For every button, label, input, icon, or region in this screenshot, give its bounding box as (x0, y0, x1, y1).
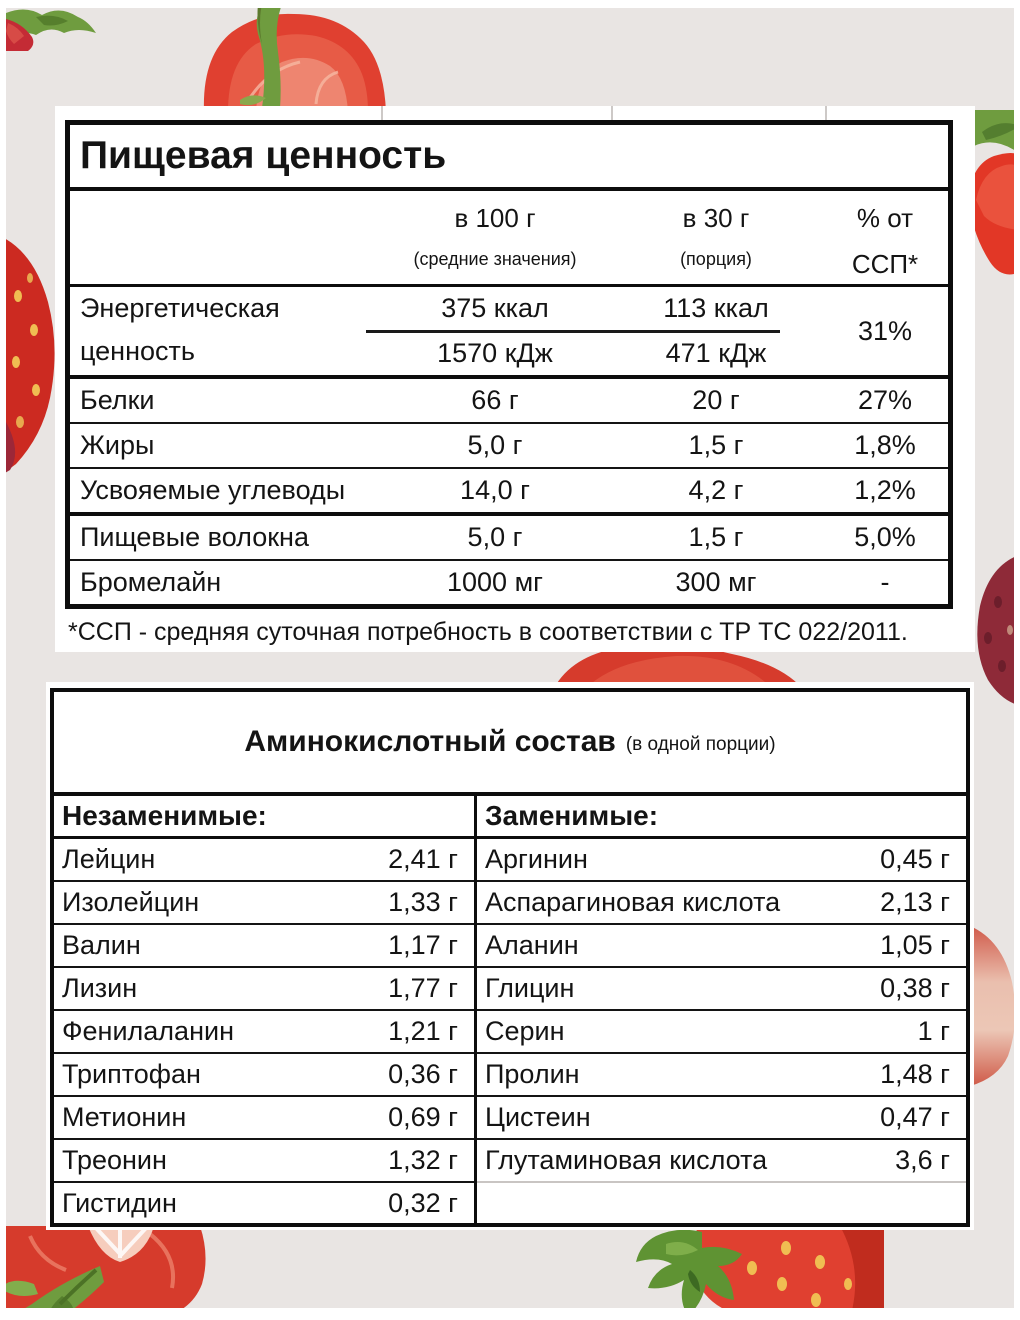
energy-values: 375 ккал 113 ккал 1570 кДж 471 кДж (380, 287, 822, 375)
strawberry-left-middle-icon (6, 226, 58, 480)
table-row: Белки 66 г 20 г 27% (70, 379, 948, 424)
strawberry-bottom-left-icon (6, 1226, 212, 1308)
list-item: Изолейцин 1,33 г (54, 882, 474, 925)
list-item: Цистеин 0,47 г (477, 1097, 966, 1140)
header-pct: % от ССП* (851, 203, 919, 279)
grid-tick (611, 106, 613, 120)
table-row: Усвояемые углеводы 14,0 г 4,2 г 1,2% (70, 469, 948, 516)
strawberry-top-left-icon (6, 8, 96, 51)
list-item: Аланин 1,05 г (477, 925, 966, 968)
list-item: Аргинин 0,45 г (477, 839, 966, 882)
strawberry-right-dark-icon (972, 554, 1014, 706)
grid-tick (825, 106, 827, 120)
list-item: Глицин 0,38 г (477, 968, 966, 1011)
list-item: Треонин 1,32 г (54, 1140, 474, 1183)
grid-tick (381, 106, 383, 120)
nutrition-title: Пищевая ценность (70, 125, 948, 191)
nutrition-header-row (70, 191, 948, 287)
essential-header: Незаменимые: (54, 796, 474, 839)
list-item: Фенилаланин 1,21 г (54, 1011, 474, 1054)
amino-table (50, 688, 970, 1227)
header-empty-cell (70, 191, 380, 284)
page-background (6, 8, 1014, 1308)
nutrition-facts-panel (55, 106, 975, 652)
nonessential-header: Заменимые: (477, 796, 966, 839)
table-row: Бромелайн 1000 мг 300 мг - (80, 567, 890, 597)
table-row: Жиры 5,0 г 1,5 г 1,8% (70, 424, 948, 469)
strawberry-right-pink-icon (970, 920, 1014, 1090)
table-row: Пищевые волокна 5,0 г 1,5 г 5,0% (70, 516, 948, 561)
list-item: Триптофан 0,36 г (54, 1054, 474, 1097)
nutrition-facts-table (65, 120, 953, 609)
energy-name: Энергетическая ценность (80, 293, 280, 366)
energy-row (70, 287, 948, 379)
strawberry-top-center-icon (196, 8, 392, 112)
header-per30: в 30 г (порция) (680, 203, 752, 269)
list-item: Лизин 1,77 г (54, 968, 474, 1011)
empty-cell (477, 1183, 966, 1223)
list-item: Серин 1 г (477, 1011, 966, 1054)
list-item: Аспарагиновая кислота 2,13 г (477, 882, 966, 925)
list-item: Валин 1,17 г (54, 925, 474, 968)
list-item: Глутаминовая кислота 3,6 г (477, 1140, 966, 1183)
list-item: Метионин 0,69 г (54, 1097, 474, 1140)
list-item: Гистидин 0,32 г (62, 1187, 458, 1218)
list-item: Пролин 1,48 г (477, 1054, 966, 1097)
header-per100: в 100 г (средние значения) (413, 203, 577, 269)
amino-panel (46, 682, 974, 1230)
essential-column (54, 796, 477, 1223)
energy-divider-line (366, 330, 780, 333)
nonessential-column (477, 796, 966, 1223)
energy-pct: 31% (857, 315, 913, 346)
list-item: Лейцин 2,41 г (54, 839, 474, 882)
footnote: *ССП - средняя суточная потребность в соответствии с ТР ТС 022/2011. (68, 618, 908, 646)
strawberry-bottom-center-icon (636, 1226, 884, 1308)
amino-title: Аминокислотный состав (в одной порции) (54, 692, 966, 796)
